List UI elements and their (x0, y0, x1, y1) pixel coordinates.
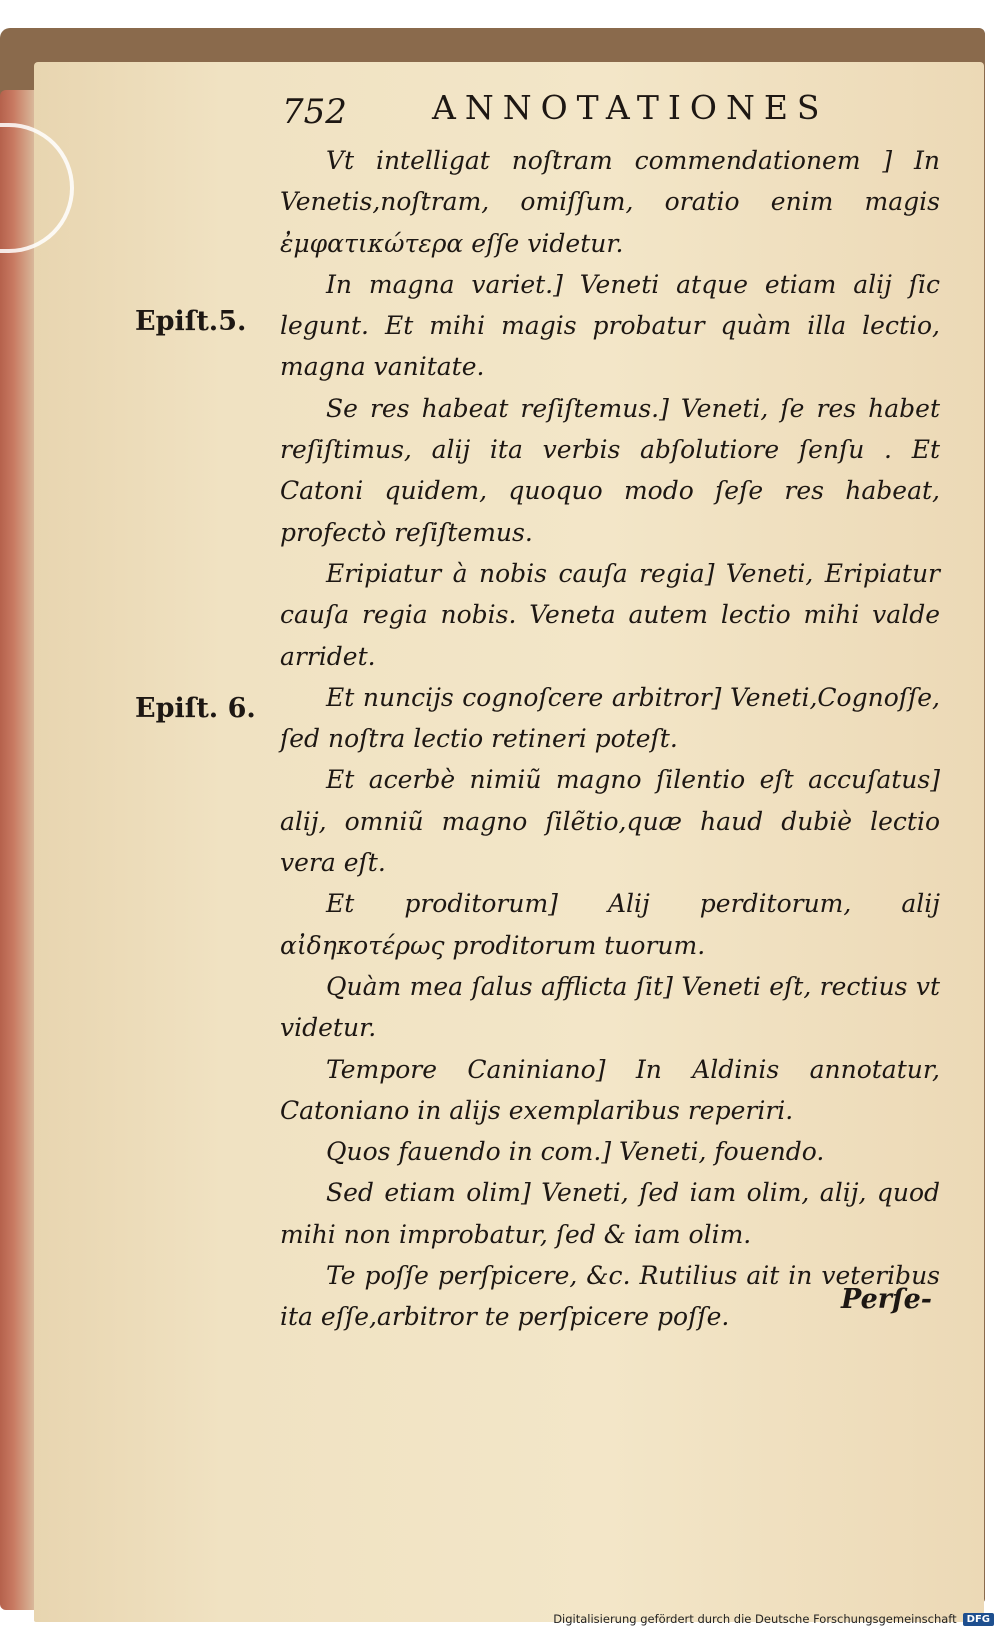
page-number: 752 (282, 92, 347, 132)
annotation-entry: Quos fauendo in com.] Veneti, fouendo. (326, 1137, 825, 1167)
running-head (282, 88, 842, 138)
annotation-entry: In magna variet.] Veneti atque etiam alij ſic legunt. Et mihi magis probatur quàm illa lectio, magna vanitate. (280, 269, 940, 382)
annotation-entry: Et proditorum] Alij perditorum, alij αἰδηκοτέρως proditorum tuorum. (280, 889, 940, 960)
catchword: Perſe- (841, 1284, 932, 1315)
margin-note-epistle-6: Epiſt. 6. (135, 693, 256, 724)
page-edge (0, 90, 34, 1610)
annotation-entry: Eripiatur à nobis cauſa regia] Veneti, Eripiatur cauſa regia nobis. Veneta autem lectio mihi valde arridet. (280, 558, 940, 671)
annotation-entry: Et nuncijs cognoſcere arbitror] Veneti,Cognoſſe, ſed noſtra lectio retineri poteſt. (280, 682, 940, 754)
dfg-logo: DFG (963, 1613, 994, 1626)
annotation-text (280, 140, 940, 1338)
annotation-entry: Sed etiam olim] Veneti, ſed iam olim, alij, quod mihi non improbatur, ſed & iam olim. (280, 1178, 940, 1249)
annotation-entry: Quàm mea ſalus afflicta ſit] Veneti eſt, rectius vt videtur. (280, 971, 940, 1043)
digitization-footer (553, 1607, 994, 1631)
footer-credit: Digitalisierung gefördert durch die Deutsche Forschungsgemeinschaft (553, 1612, 957, 1626)
annotation-entry: Et acerbè nimiũ magno ſilentio eſt accuſatus] alij, omniũ magno ſilẽtio,quæ haud dubiè lectio vera eſt. (280, 765, 940, 878)
annotation-entry: Se res habeat reſiſtemus.] Veneti, ſe res habet reſiſtimus, alij ita verbis abſolutiore ſenſu . Et Catoni quidem, quoquo modo ſeſe res habeat, profectò reſiſtemus. (280, 393, 940, 547)
annotation-entry: Te poſſe perſpicere, &c. Rutilius ait in veteribus ita eſſe,arbitror te perſpicere poſſe. (280, 1261, 940, 1332)
annotation-entry: Tempore Caniniano] In Aldinis annotatur, Catoniano in alijs exemplaribus reperiri. (280, 1054, 940, 1125)
annotation-entry: Vt intelligat noſtram commendationem ] In Venetis,noſtram, omiſſum, oratio enim magis ἐμφατικώτερα eſſe videtur. (280, 146, 940, 258)
running-head-title: ANNOTATIONES (432, 88, 829, 127)
margin-note-epistle-5: Epiſt.5. (135, 306, 247, 337)
